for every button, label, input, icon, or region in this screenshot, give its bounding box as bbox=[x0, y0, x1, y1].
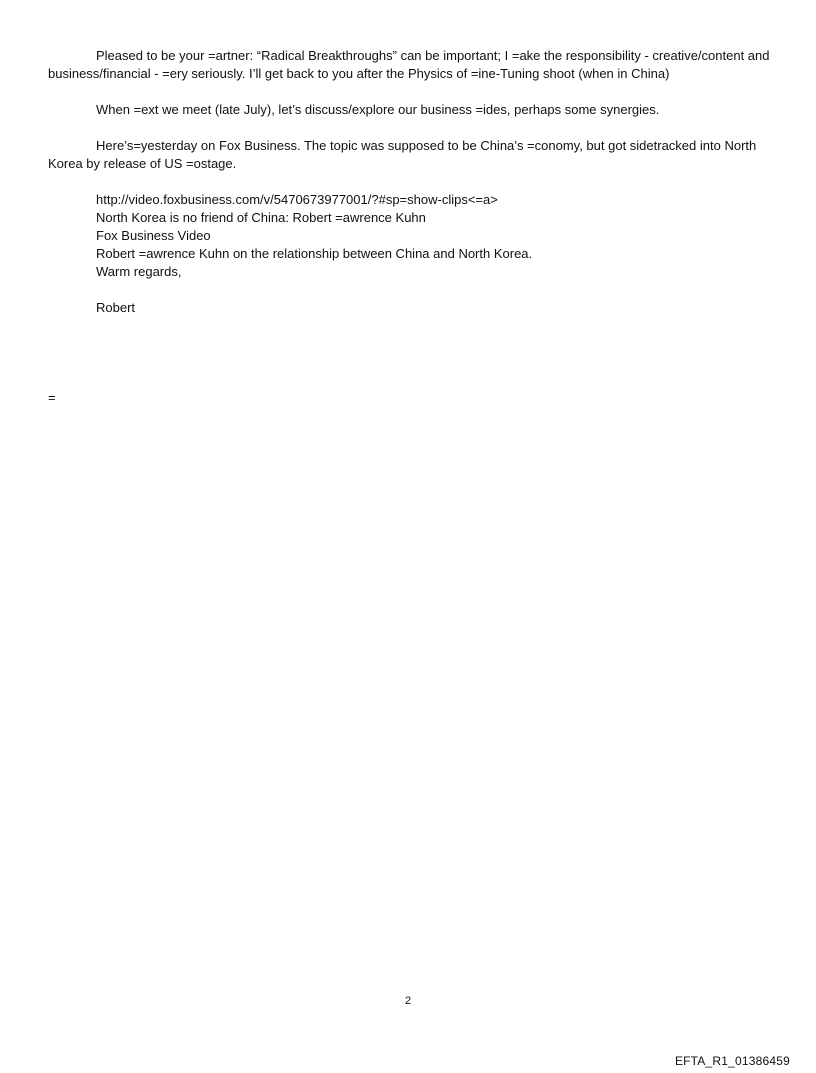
video-description: Robert =awrence Kuhn on the relationship between China and North Korea. bbox=[96, 246, 533, 261]
video-link-block bbox=[96, 191, 770, 281]
paragraph-partner: Pleased to be your =artner: “Radical Breakthroughs” can be important; I =ake the responsibility - creative/content and business/financial - =ery seriously. I’ll get back to you after the Physics of =ine-Tuning shoot (when in China) bbox=[48, 48, 770, 81]
video-title: North Korea is no friend of China: Robert =awrence Kuhn bbox=[96, 210, 426, 225]
email-body bbox=[48, 47, 770, 317]
document-id: EFTA_R1_01386459 bbox=[674, 1054, 790, 1068]
page-number: 2 bbox=[404, 995, 412, 1007]
trailing-equals-mark: = bbox=[48, 390, 56, 405]
paragraph-next-meeting: When =ext we meet (late July), let’s discuss/explore our business =ides, perhaps some synergies. bbox=[96, 102, 660, 117]
paragraph-fox-business: Here’s=yesterday on Fox Business. The topic was supposed to be China’s =conomy, but got sidetracked into North Korea by release of US =ostage. bbox=[48, 138, 757, 171]
closing-line: Warm regards, bbox=[96, 264, 182, 279]
video-url-link[interactable]: http://video.foxbusiness.com/v/5470673977001/?#sp=show-clips<=a> bbox=[96, 192, 498, 207]
signature: Robert bbox=[96, 300, 136, 315]
video-source: Fox Business Video bbox=[96, 228, 211, 243]
